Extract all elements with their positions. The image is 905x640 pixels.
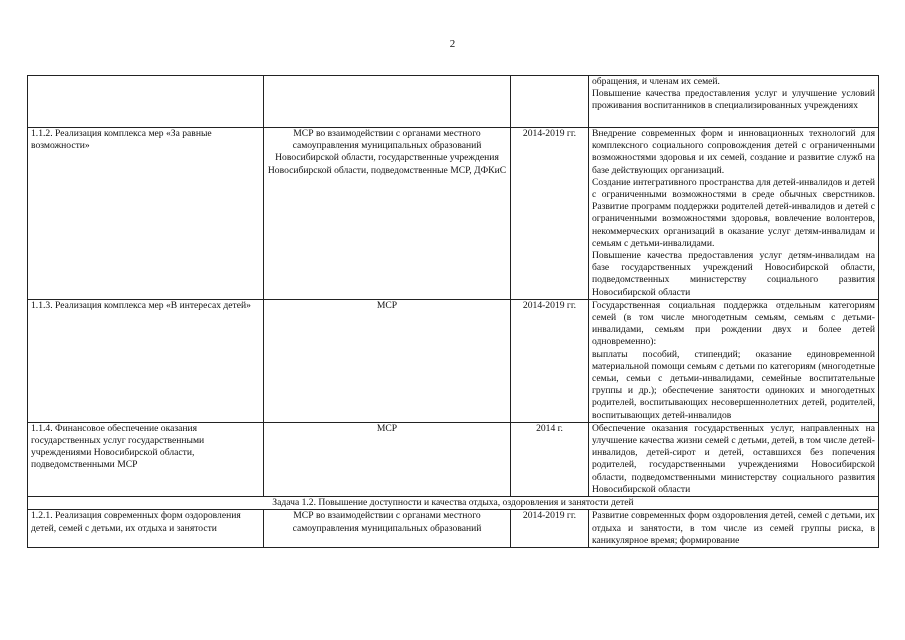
measure-cell: 1.1.4. Финансовое обеспечение оказания государственных услуг государственными учреждениями Новосибирской области, подведомственными МСР	[28, 422, 264, 496]
result-paragraph: обращения, и членам их семей.	[592, 76, 720, 87]
task-heading: Задача 1.2. Повышение доступности и качества отдыха, оздоровления и занятости детей	[28, 497, 879, 510]
result-paragraph: Развитие современных форм оздоровления детей, семей с детьми, их отдыха и занятости, в том числе из семей группы риска, в каникулярное время; формирование	[592, 510, 875, 546]
results-cell	[589, 128, 879, 300]
table-row	[28, 128, 879, 300]
term-cell: 2014-2019 гг.	[511, 128, 589, 300]
results-cell	[589, 422, 879, 496]
results-cell	[589, 510, 879, 548]
responsible-cell: МСР	[264, 422, 511, 496]
page-number: 2	[449, 38, 456, 50]
result-paragraph: Государственная социальная поддержка отдельным категориям семей (в том числе многодетным семьям, семьям с детьми-инвалидами, семьям при рождении двух и более детей одновременно):	[592, 299, 875, 348]
responsible-cell	[264, 76, 511, 128]
table-row	[28, 422, 879, 496]
table-row	[28, 299, 879, 422]
table-row	[28, 510, 879, 548]
table-row	[28, 76, 879, 128]
result-paragraph: Повышение качества предоставления услуг детям-инвалидам на базе государственных учреждений Новосибирской области, подведомственных министерству социального развития Новосибирской области	[592, 250, 875, 298]
responsible-cell: МСР во взаимодействии с органами местного самоуправления муниципальных образований	[264, 510, 511, 548]
result-paragraph: Обеспечение оказания государственных услуг, направленных на улучшение качества жизни семей с детьми, детей, в том числе детей-инвалидов, детей-сирот и детей, оставшихся без попечения родителей, государственными учреждениями Новосибирской области, подведомственными министерству социального развития Новосибирской области	[592, 422, 875, 495]
result-paragraph: Внедрение современных форм и инновационных технологий для комплексного социального сопровождения детей с ограниченными возможностями здоровья и их семей, создание и развитие служб на базе действующих организаций.	[592, 128, 875, 176]
result-paragraph: Создание интегративного пространства для детей-инвалидов и детей с ограниченными возможностями в среде обычных сверстников. Развитие программ поддержки родителей детей-инвалидов и детей с ограниченными возможностями здоровья, вовлечение волонтеров, некоммерческих организаций в оказание услуг детям-инвалидам и семьям с детьми-инвалидами.	[592, 176, 875, 249]
result-paragraph: Повышение качества предоставления услуг и улучшение условий проживания воспитанников в специализированных учреждениях	[592, 88, 875, 112]
results-cell	[589, 299, 879, 422]
results-cell	[589, 76, 879, 128]
task-row	[28, 497, 879, 510]
term-cell: 2014 г.	[511, 422, 589, 496]
responsible-cell: МСР	[264, 299, 511, 422]
measure-cell: 1.2.1. Реализация современных форм оздоровления детей, семей с детьми, их отдыха и занятости	[28, 510, 264, 548]
term-cell: 2014-2019 гг.	[511, 510, 589, 548]
result-paragraph: выплаты пособий, стипендий; оказание единовременной материальной помощи семьям с детьми по категориям (многодетные семьи, семьи с детьми-инвалидами, семейные воспитательные группы и др.); обеспечение занятости одиноких и многодетных родителей, воспитывающих несовершеннолетних детей, родителей, воспитывающих детей-инвалидов	[592, 348, 875, 421]
term-cell	[511, 76, 589, 128]
measures-table	[27, 75, 879, 548]
term-cell: 2014-2019 гг.	[511, 299, 589, 422]
measure-cell: 1.1.3. Реализация комплекса мер «В интересах детей»	[28, 299, 264, 422]
measure-cell: 1.1.2. Реализация комплекса мер «За равные возможности»	[28, 128, 264, 300]
measure-cell	[28, 76, 264, 128]
responsible-cell: МСР во взаимодействии с органами местного самоуправления муниципальных образований Новосибирской области, государственные учреждения Новосибирской области, подведомственные МСР, ДФКиС	[264, 128, 511, 300]
